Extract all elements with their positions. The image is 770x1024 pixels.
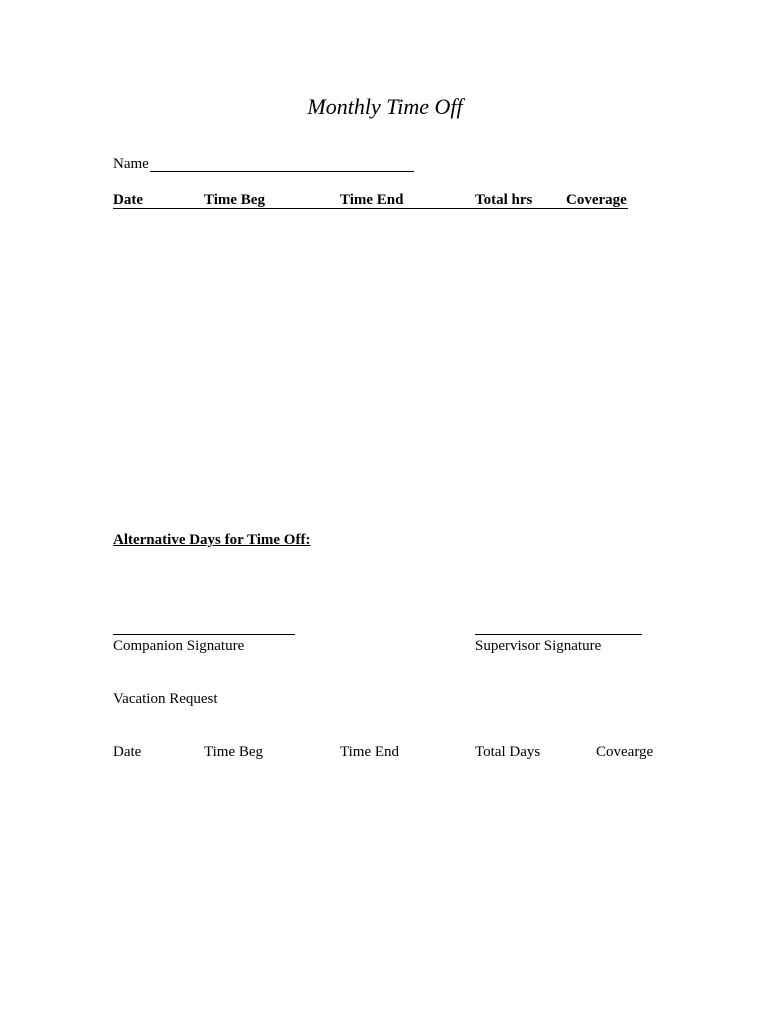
page-title: Monthly Time Off bbox=[307, 94, 463, 119]
header-total-hrs: Total hrs bbox=[475, 192, 533, 208]
vacation-header-date: Date bbox=[113, 744, 142, 760]
supervisor-signature-label: Supervisor Signature bbox=[475, 638, 602, 654]
vacation-header-coverage: Covearge bbox=[596, 744, 654, 760]
companion-signature-line[interactable] bbox=[113, 634, 295, 635]
name-field-row bbox=[113, 157, 414, 172]
header-coverage: Coverage bbox=[566, 192, 627, 208]
header-date: Date bbox=[113, 192, 143, 208]
name-field[interactable] bbox=[150, 158, 414, 172]
alternative-days-heading: Alternative Days for Time Off: bbox=[113, 532, 311, 548]
supervisor-signature-line[interactable] bbox=[475, 634, 642, 635]
vacation-header-total-days: Total Days bbox=[475, 744, 541, 760]
companion-signature-label: Companion Signature bbox=[113, 638, 245, 654]
vacation-header-time-end: Time End bbox=[340, 744, 400, 760]
name-label: Name bbox=[113, 156, 149, 172]
vacation-header-time-beg: Time Beg bbox=[204, 744, 264, 760]
header-time-beg: Time Beg bbox=[204, 192, 265, 208]
vacation-request-title: Vacation Request bbox=[113, 691, 218, 707]
header-time-end: Time End bbox=[340, 192, 404, 208]
header-underline bbox=[113, 208, 628, 209]
